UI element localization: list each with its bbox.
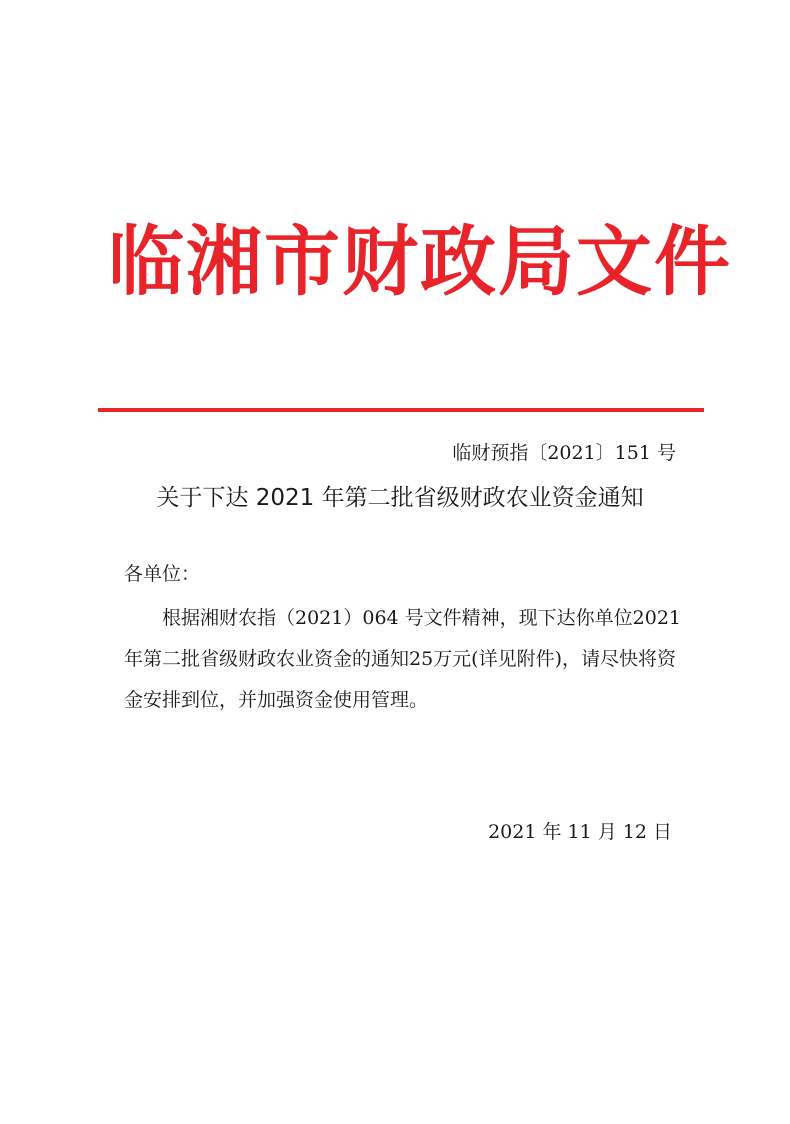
body-text <box>124 598 684 721</box>
document-masthead: 临湘市财政局文件 <box>108 217 732 306</box>
document-title: 关于下达 2021 年第二批省级财政农业资金通知 <box>156 485 644 511</box>
document-number: 临财预指〔2021〕151 号 <box>452 442 676 464</box>
salutation: 各单位： <box>124 563 201 585</box>
body-paragraph: 根据湘财农指（2021）064 号文件精神，现下达你单位2021 年第二批省级财政农业资金的通知25万元(详见附件)，请尽快将资金安排到位，并加强资金使用管理。 <box>124 607 682 711</box>
red-divider-line <box>98 408 704 412</box>
issue-date: 2021 年 11 月 12 日 <box>488 821 672 843</box>
